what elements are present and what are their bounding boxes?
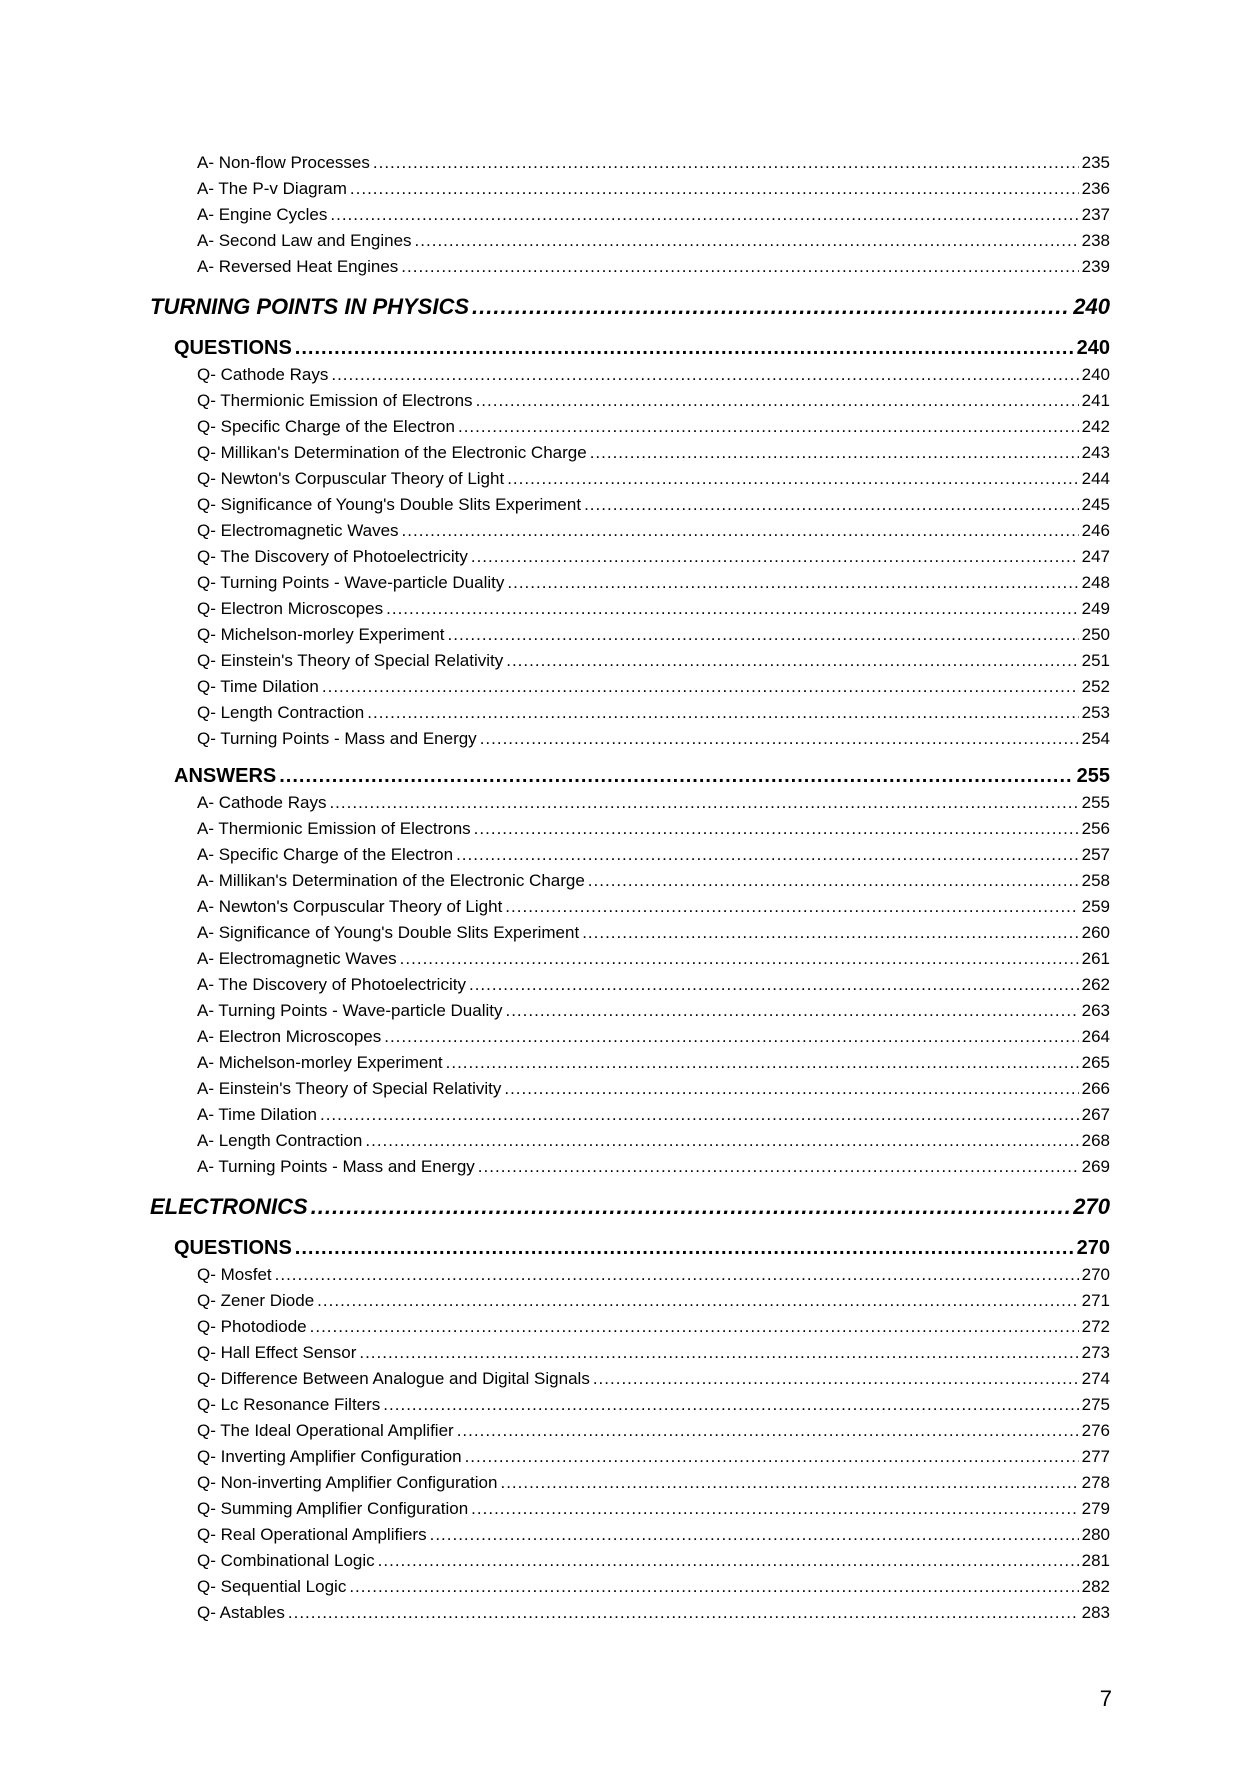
turning-points-questions-list bbox=[150, 362, 1110, 752]
dot-leader bbox=[402, 518, 1079, 544]
toc-entry-page: 265 bbox=[1081, 1053, 1110, 1072]
toc-entry-page: 281 bbox=[1081, 1551, 1110, 1570]
toc-entry-page: 263 bbox=[1081, 1001, 1110, 1020]
dot-leader bbox=[288, 1600, 1079, 1626]
section-page: 270 bbox=[1076, 1237, 1110, 1259]
section-page: 240 bbox=[1076, 337, 1110, 359]
toc-section-questions[interactable] bbox=[174, 334, 1110, 362]
toc-entry-title: Q- Lc Resonance Filters bbox=[197, 1395, 381, 1414]
toc-entry[interactable] bbox=[197, 1050, 1110, 1076]
toc-entry-page: 262 bbox=[1081, 975, 1110, 994]
dot-leader bbox=[480, 726, 1079, 752]
chapter-page: 240 bbox=[1073, 294, 1110, 319]
toc-entry-page: 238 bbox=[1081, 231, 1110, 250]
toc-entry[interactable] bbox=[197, 622, 1110, 648]
prev-answers-list bbox=[150, 150, 1110, 280]
section-title: ANSWERS bbox=[174, 765, 277, 787]
toc-entry-page: 255 bbox=[1081, 793, 1110, 812]
toc-entry-title: Q- Einstein's Theory of Special Relativity bbox=[197, 651, 504, 670]
toc-entry[interactable] bbox=[197, 1262, 1110, 1288]
toc-entry-title: Q- Newton's Corpuscular Theory of Light bbox=[197, 469, 505, 488]
toc-entry-page: 256 bbox=[1081, 819, 1110, 838]
toc-entry-title: Q- Electron Microscopes bbox=[197, 599, 384, 618]
toc-entry-title: Q- Thermionic Emission of Electrons bbox=[197, 391, 473, 410]
toc-entry[interactable] bbox=[197, 362, 1110, 388]
dot-leader bbox=[593, 1366, 1079, 1392]
toc-section-answers[interactable] bbox=[174, 762, 1110, 790]
toc-entry-page: 257 bbox=[1081, 845, 1110, 864]
toc-entry-page: 260 bbox=[1081, 923, 1110, 942]
toc-entry-title: A- Time Dilation bbox=[197, 1105, 317, 1124]
dot-leader bbox=[329, 790, 1078, 816]
toc-chapter-turning-points[interactable] bbox=[150, 292, 1110, 322]
dot-leader bbox=[331, 362, 1078, 388]
dot-leader bbox=[590, 440, 1079, 466]
toc-entry[interactable] bbox=[197, 1418, 1110, 1444]
toc-entry[interactable] bbox=[197, 492, 1110, 518]
dot-leader bbox=[320, 1102, 1079, 1128]
dot-leader bbox=[330, 202, 1078, 228]
toc-entry-title: Q- Michelson-morley Experiment bbox=[197, 625, 445, 644]
dot-leader bbox=[476, 388, 1079, 414]
toc-entry[interactable] bbox=[197, 1024, 1110, 1050]
toc-entry-title: Q- Non-inverting Amplifier Configuration bbox=[197, 1473, 498, 1492]
toc-entry-title: A- Specific Charge of the Electron bbox=[197, 845, 454, 864]
dot-leader bbox=[401, 254, 1078, 280]
dot-leader bbox=[279, 762, 1073, 790]
toc-entry-page: 240 bbox=[1081, 365, 1110, 384]
toc-entry-title: Q- Astables bbox=[197, 1603, 285, 1622]
toc-entry-title: Q- Millikan's Determination of the Electronic Charge bbox=[197, 443, 587, 462]
dot-leader bbox=[322, 674, 1079, 700]
toc-entry[interactable] bbox=[197, 946, 1110, 972]
toc-entry-page: 269 bbox=[1081, 1157, 1110, 1176]
dot-leader bbox=[457, 1418, 1079, 1444]
dot-leader bbox=[507, 466, 1078, 492]
toc-entry-page: 266 bbox=[1081, 1079, 1110, 1098]
toc-entry-title: Q- Combinational Logic bbox=[197, 1551, 375, 1570]
toc-entry-page: 273 bbox=[1081, 1343, 1110, 1362]
toc-entry-page: 251 bbox=[1081, 651, 1110, 670]
toc-entry[interactable] bbox=[197, 674, 1110, 700]
toc-entry-title: A- Newton's Corpuscular Theory of Light bbox=[197, 897, 503, 916]
toc-entry-title: A- Einstein's Theory of Special Relativity bbox=[197, 1079, 502, 1098]
toc-entry[interactable] bbox=[197, 816, 1110, 842]
toc-entry-page: 283 bbox=[1081, 1603, 1110, 1622]
dot-leader bbox=[386, 596, 1079, 622]
toc-entry-title: A- The P-v Diagram bbox=[197, 179, 347, 198]
toc-entry-page: 237 bbox=[1081, 205, 1110, 224]
toc-entry-title: A- Significance of Young's Double Slits Experiment bbox=[197, 923, 580, 942]
toc-entry-page: 239 bbox=[1081, 257, 1110, 276]
toc-entry-page: 242 bbox=[1081, 417, 1110, 436]
toc-entry[interactable] bbox=[197, 570, 1110, 596]
toc-entry-page: 271 bbox=[1081, 1291, 1110, 1310]
toc-entry-title: Q- Cathode Rays bbox=[197, 365, 329, 384]
dot-leader bbox=[588, 868, 1079, 894]
toc-entry-title: Q- Difference Between Analogue and Digital Signals bbox=[197, 1369, 590, 1388]
chapter-page: 270 bbox=[1073, 1194, 1110, 1219]
toc-entry-title: Q- Turning Points - Mass and Energy bbox=[197, 729, 477, 748]
dot-leader bbox=[465, 1444, 1079, 1470]
toc-entry-page: 244 bbox=[1081, 469, 1110, 488]
toc-entry-title: A- Second Law and Engines bbox=[197, 231, 412, 250]
toc-entry[interactable] bbox=[197, 544, 1110, 570]
dot-leader bbox=[317, 1288, 1078, 1314]
toc-entry-page: 274 bbox=[1081, 1369, 1110, 1388]
toc-entry[interactable] bbox=[197, 1288, 1110, 1314]
toc-entry[interactable] bbox=[197, 518, 1110, 544]
dot-leader bbox=[295, 334, 1074, 362]
toc-entry-page: 252 bbox=[1081, 677, 1110, 696]
toc-entry-title: Q- Electromagnetic Waves bbox=[197, 521, 399, 540]
dot-leader bbox=[378, 1548, 1079, 1574]
dot-leader bbox=[430, 1522, 1079, 1548]
toc-entry-page: 277 bbox=[1081, 1447, 1110, 1466]
dot-leader bbox=[350, 176, 1079, 202]
dot-leader bbox=[446, 1050, 1079, 1076]
dot-leader bbox=[500, 1470, 1078, 1496]
toc-entry-title: Q- Summing Amplifier Configuration bbox=[197, 1499, 469, 1518]
electronics-questions-list bbox=[150, 1262, 1110, 1626]
toc-entry-title: Q- Sequential Logic bbox=[197, 1577, 347, 1596]
chapter-title: TURNING POINTS IN PHYSICS bbox=[150, 294, 470, 319]
toc-entry-page: 279 bbox=[1081, 1499, 1110, 1518]
toc-entry-title: A- Turning Points - Wave-particle Duality bbox=[197, 1001, 503, 1020]
toc-entry-title: A- Length Contraction bbox=[197, 1131, 363, 1150]
dot-leader bbox=[471, 1496, 1078, 1522]
toc-entry[interactable] bbox=[197, 254, 1110, 280]
toc-entry[interactable] bbox=[197, 1392, 1110, 1418]
toc-entry[interactable] bbox=[197, 1314, 1110, 1340]
toc-entry[interactable] bbox=[197, 596, 1110, 622]
toc-entry-page: 270 bbox=[1081, 1265, 1110, 1284]
toc-entry[interactable] bbox=[197, 790, 1110, 816]
toc-entry-title: A- Reversed Heat Engines bbox=[197, 257, 399, 276]
toc-entry[interactable] bbox=[197, 202, 1110, 228]
dot-leader bbox=[469, 972, 1079, 998]
toc-entry-page: 241 bbox=[1081, 391, 1110, 410]
dot-leader bbox=[275, 1262, 1079, 1288]
toc-entry-title: A- Electron Microscopes bbox=[197, 1027, 382, 1046]
toc-entry-title: A- Turning Points - Mass and Energy bbox=[197, 1157, 475, 1176]
dot-leader bbox=[506, 648, 1078, 674]
toc-entry[interactable] bbox=[197, 894, 1110, 920]
toc-entry-title: Q- Turning Points - Wave-particle Duality bbox=[197, 573, 505, 592]
toc-entry[interactable] bbox=[197, 1574, 1110, 1600]
toc-entry-title: Q- Inverting Amplifier Configuration bbox=[197, 1447, 462, 1466]
toc-entry-page: 245 bbox=[1081, 495, 1110, 514]
toc-entry-title: Q- The Discovery of Photoelectricity bbox=[197, 547, 468, 566]
toc-entry[interactable] bbox=[197, 842, 1110, 868]
toc-entry-title: Q- Mosfet bbox=[197, 1265, 272, 1284]
toc-entry-page: 243 bbox=[1081, 443, 1110, 462]
toc-entry[interactable] bbox=[197, 1102, 1110, 1128]
toc-entry-page: 258 bbox=[1081, 871, 1110, 890]
dot-leader bbox=[478, 1154, 1079, 1180]
toc-entry-page: 282 bbox=[1081, 1577, 1110, 1596]
dot-leader bbox=[349, 1574, 1078, 1600]
toc-entry-title: Q- Significance of Young's Double Slits Experiment bbox=[197, 495, 582, 514]
toc-entry-title: A- Non-flow Processes bbox=[197, 153, 370, 172]
toc-entry-title: Q- Specific Charge of the Electron bbox=[197, 417, 455, 436]
toc-entry-page: 235 bbox=[1081, 153, 1110, 172]
dot-leader bbox=[448, 622, 1079, 648]
dot-leader bbox=[507, 570, 1078, 596]
toc-entry[interactable] bbox=[197, 176, 1110, 202]
toc-entry-page: 261 bbox=[1081, 949, 1110, 968]
section-title: QUESTIONS bbox=[174, 337, 292, 359]
dot-leader bbox=[384, 1024, 1078, 1050]
toc-entry[interactable] bbox=[197, 1076, 1110, 1102]
toc-entry[interactable] bbox=[197, 726, 1110, 752]
toc-entry[interactable] bbox=[197, 1154, 1110, 1180]
toc-entry[interactable] bbox=[197, 440, 1110, 466]
dot-leader bbox=[383, 1392, 1078, 1418]
turning-points-answers-list bbox=[150, 790, 1110, 1180]
page-number: 7 bbox=[1099, 1686, 1112, 1711]
section-title: QUESTIONS bbox=[174, 1237, 292, 1259]
dot-leader bbox=[456, 842, 1079, 868]
toc-entry-page: 278 bbox=[1081, 1473, 1110, 1492]
toc-entry-title: Q- Photodiode bbox=[197, 1317, 307, 1336]
toc-entry[interactable] bbox=[197, 972, 1110, 998]
toc-entry[interactable] bbox=[197, 150, 1110, 176]
toc-entry[interactable] bbox=[197, 466, 1110, 492]
toc-entry-page: 247 bbox=[1081, 547, 1110, 566]
dot-leader bbox=[400, 946, 1079, 972]
toc-entry-title: A- Thermionic Emission of Electrons bbox=[197, 819, 471, 838]
toc-entry[interactable] bbox=[197, 1128, 1110, 1154]
toc-entry[interactable] bbox=[197, 388, 1110, 414]
dot-leader bbox=[373, 150, 1079, 176]
toc-entry[interactable] bbox=[197, 1522, 1110, 1548]
dot-leader bbox=[584, 492, 1079, 518]
toc-entry-page: 259 bbox=[1081, 897, 1110, 916]
dot-leader bbox=[474, 816, 1079, 842]
toc-entry-page: 268 bbox=[1081, 1131, 1110, 1150]
toc-entry-title: Q- The Ideal Operational Amplifier bbox=[197, 1421, 454, 1440]
dot-leader bbox=[415, 228, 1079, 254]
toc-entry[interactable] bbox=[197, 228, 1110, 254]
toc-entry[interactable] bbox=[197, 920, 1110, 946]
toc-entry-title: A- Michelson-morley Experiment bbox=[197, 1053, 443, 1072]
dot-leader bbox=[310, 1314, 1079, 1340]
toc-entry-title: A- Cathode Rays bbox=[197, 793, 327, 812]
toc-section-questions[interactable] bbox=[174, 1234, 1110, 1262]
toc-entry-page: 276 bbox=[1081, 1421, 1110, 1440]
section-page: 255 bbox=[1076, 765, 1110, 787]
toc-entry-page: 254 bbox=[1081, 729, 1110, 748]
dot-leader bbox=[505, 894, 1078, 920]
dot-leader bbox=[472, 292, 1070, 322]
toc-entry[interactable] bbox=[197, 700, 1110, 726]
toc-entry[interactable] bbox=[197, 1496, 1110, 1522]
toc-entry-title: Q- Time Dilation bbox=[197, 677, 319, 696]
toc-entry-title: Q- Length Contraction bbox=[197, 703, 365, 722]
dot-leader bbox=[505, 998, 1078, 1024]
toc-entry-page: 246 bbox=[1081, 521, 1110, 540]
toc-entry-title: A- Engine Cycles bbox=[197, 205, 328, 224]
toc-entry[interactable] bbox=[197, 648, 1110, 674]
toc-entry-page: 267 bbox=[1081, 1105, 1110, 1124]
toc-entry[interactable] bbox=[197, 414, 1110, 440]
dot-leader bbox=[365, 1128, 1078, 1154]
toc-entry-title: Q- Zener Diode bbox=[197, 1291, 315, 1310]
toc-entry[interactable] bbox=[197, 1548, 1110, 1574]
chapter-title: ELECTRONICS bbox=[150, 1194, 308, 1219]
dot-leader bbox=[359, 1340, 1078, 1366]
toc-chapter-electronics[interactable] bbox=[150, 1192, 1110, 1222]
dot-leader bbox=[504, 1076, 1078, 1102]
toc-entry-title: A- Electromagnetic Waves bbox=[197, 949, 397, 968]
toc-entry-page: 250 bbox=[1081, 625, 1110, 644]
toc-entry-page: 253 bbox=[1081, 703, 1110, 722]
table-of-contents bbox=[150, 150, 1110, 1626]
dot-leader bbox=[311, 1192, 1071, 1222]
toc-entry[interactable] bbox=[197, 1340, 1110, 1366]
toc-entry-title: A- Millikan's Determination of the Electronic Charge bbox=[197, 871, 585, 890]
toc-entry[interactable] bbox=[197, 998, 1110, 1024]
toc-entry-title: Q- Hall Effect Sensor bbox=[197, 1343, 357, 1362]
dot-leader bbox=[582, 920, 1078, 946]
toc-entry[interactable] bbox=[197, 1444, 1110, 1470]
toc-entry-page: 249 bbox=[1081, 599, 1110, 618]
toc-entry-page: 236 bbox=[1081, 179, 1110, 198]
toc-entry[interactable] bbox=[197, 1470, 1110, 1496]
toc-entry-page: 272 bbox=[1081, 1317, 1110, 1336]
toc-entry-page: 275 bbox=[1081, 1395, 1110, 1414]
toc-entry[interactable] bbox=[197, 868, 1110, 894]
toc-entry[interactable] bbox=[197, 1600, 1110, 1626]
dot-leader bbox=[367, 700, 1078, 726]
toc-entry-page: 248 bbox=[1081, 573, 1110, 592]
toc-entry[interactable] bbox=[197, 1366, 1110, 1392]
toc-entry-page: 280 bbox=[1081, 1525, 1110, 1544]
toc-entry-title: A- The Discovery of Photoelectricity bbox=[197, 975, 466, 994]
dot-leader bbox=[458, 414, 1079, 440]
dot-leader bbox=[471, 544, 1079, 570]
dot-leader bbox=[295, 1234, 1074, 1262]
toc-entry-page: 264 bbox=[1081, 1027, 1110, 1046]
toc-entry-title: Q- Real Operational Amplifiers bbox=[197, 1525, 427, 1544]
